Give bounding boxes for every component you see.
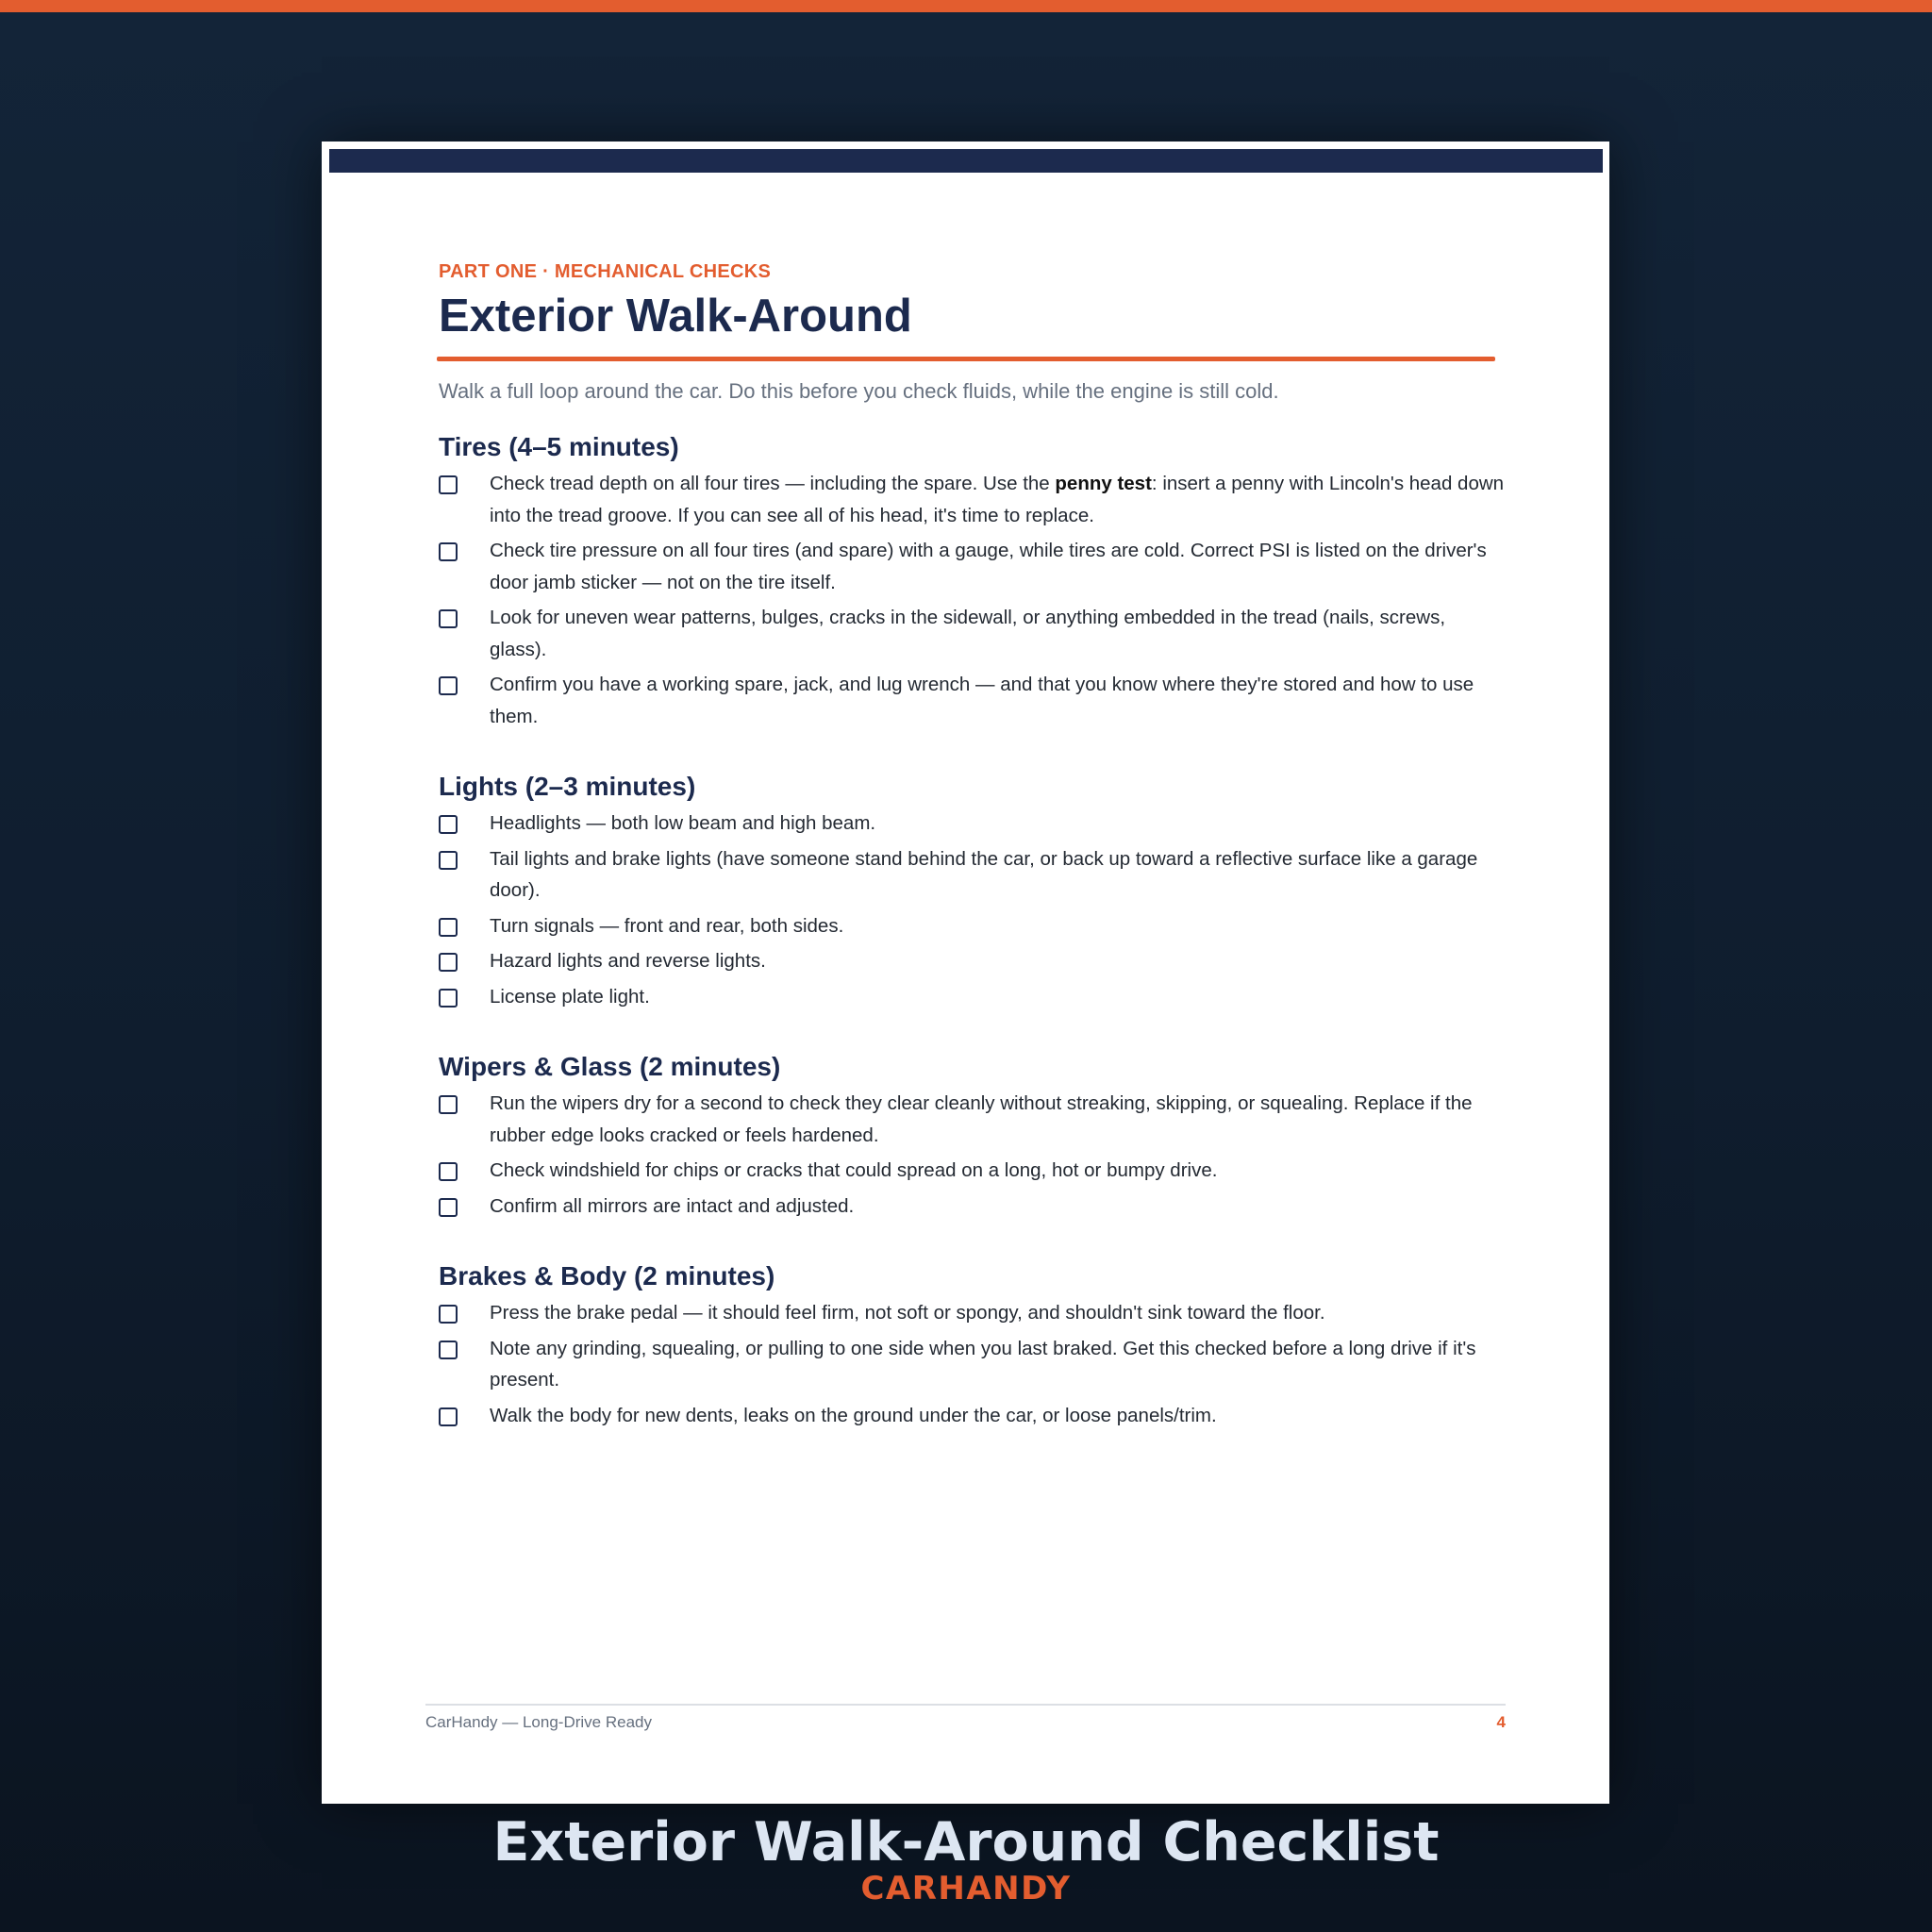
checkbox-icon[interactable] [439,1095,458,1114]
checklist-item-text: Check tire pressure on all four tires (and spare) with a gauge, while tires are cold. Correct PSI is listed on the driver's door jamb sticker — not on the tire itself. [490,540,1487,593]
checklist-item-text: Run the wipers dry for a second to check they clear cleanly without streaking, skipping, or squealing. Replace if the rubber edge looks cracked or feels hardened. [490,1092,1473,1146]
checklist-item [439,949,1505,977]
checklist-item-text: Note any grinding, squealing, or pulling to one side when you last braked. Get this checked before a long drive if it's present. [490,1337,1476,1391]
checkbox-icon[interactable] [439,475,458,494]
section-heading-lights: Lights (2–3 minutes) [439,772,696,801]
page-content [439,260,1505,1439]
checklist-item-text: Confirm you have a working spare, jack, and lug wrench — and that you know where they're stored and how to use them. [490,674,1474,727]
checklist-item [439,1301,1505,1329]
checkbox-icon[interactable] [439,1341,458,1359]
checkbox-icon[interactable] [439,851,458,870]
checkbox-icon[interactable] [439,1162,458,1181]
checkbox-icon[interactable] [439,953,458,972]
checklist-item-text: Confirm all mirrors are intact and adjusted. [490,1194,855,1217]
checklist-item-text: Check windshield for chips or cracks that could spread on a long, hot or bumpy drive. [490,1159,1218,1181]
section-heading-wipers-glass: Wipers & Glass (2 minutes) [439,1052,781,1081]
checkbox-icon[interactable] [439,1305,458,1324]
checklist-item [439,1158,1505,1187]
checkbox-icon[interactable] [439,1198,458,1217]
checklist-item-text: Look for uneven wear patterns, bulges, cracks in the sidewall, or anything embedded in the tread (nails, screws, glass). [490,607,1446,660]
checklist-item [439,847,1505,907]
section-heading-tires: Tires (4–5 minutes) [439,432,679,461]
footer-brand-text: CarHandy — Long-Drive Ready [425,1713,652,1731]
footer-divider [425,1704,1506,1706]
checkbox-icon[interactable] [439,609,458,628]
section-brakes-body [439,1259,1505,1431]
checkbox-icon[interactable] [439,815,458,834]
checklist-item [439,985,1505,1013]
intro-text: Walk a full loop around the car. Do this before you check fluids, while the engine is still cold. [439,379,1279,403]
page-header-band [329,149,1603,173]
checklist-item [439,811,1505,840]
checklist-item [439,472,1505,531]
checkbox-icon[interactable] [439,542,458,561]
document-page [322,142,1609,1804]
checklist-item-text: Headlights — both low beam and high beam. [490,812,876,834]
checklist-item [439,606,1505,665]
checklist-item [439,539,1505,598]
checklist-item-text: Check tread depth on all four tires — including the spare. Use the penny test: insert a penny with Lincoln's head down into the tread groove. If you can see all of his head, it's time to replace. [490,473,1505,526]
checklist-item [439,1194,1505,1223]
section-tires [439,430,1505,732]
checklist-item-text: Hazard lights and reverse lights. [490,950,766,972]
checklist-item-text: License plate light. [490,985,650,1008]
caption-brand: CARHANDY [860,1870,1072,1907]
checkbox-icon[interactable] [439,918,458,937]
checkbox-icon[interactable] [439,989,458,1008]
top-accent-bar [0,0,1932,12]
checklist-item-text: Walk the body for new dents, leaks on the ground under the car, or loose panels/trim. [490,1404,1217,1426]
checklist-item-text: Press the brake pedal — it should feel firm, not soft or spongy, and shouldn't sink toward the floor. [490,1302,1325,1324]
checklist-item [439,1337,1505,1396]
checklist-item-text: Tail lights and brake lights (have someone stand behind the car, or back up toward a reflective surface like a garage door). [490,847,1478,901]
checklist-item [439,914,1505,942]
section-lights [439,770,1505,1012]
section-wipers-glass [439,1050,1505,1222]
checkbox-icon[interactable] [439,676,458,695]
checklist-item [439,1404,1505,1432]
checkbox-icon[interactable] [439,1407,458,1426]
checklist-item [439,673,1505,732]
checklist-item-text: Turn signals — front and rear, both sides. [490,914,844,937]
section-heading-brakes-body: Brakes & Body (2 minutes) [439,1261,775,1291]
caption-title: Exterior Walk-Around Checklist [492,1811,1440,1874]
penny-test-emphasis: penny test [1055,473,1152,494]
checklist-item [439,1091,1505,1151]
page-number: 4 [1496,1713,1506,1731]
page-title: Exterior Walk-Around [439,291,912,341]
section-eyebrow: PART ONE · MECHANICAL CHECKS [439,261,772,282]
title-underline [437,357,1495,361]
